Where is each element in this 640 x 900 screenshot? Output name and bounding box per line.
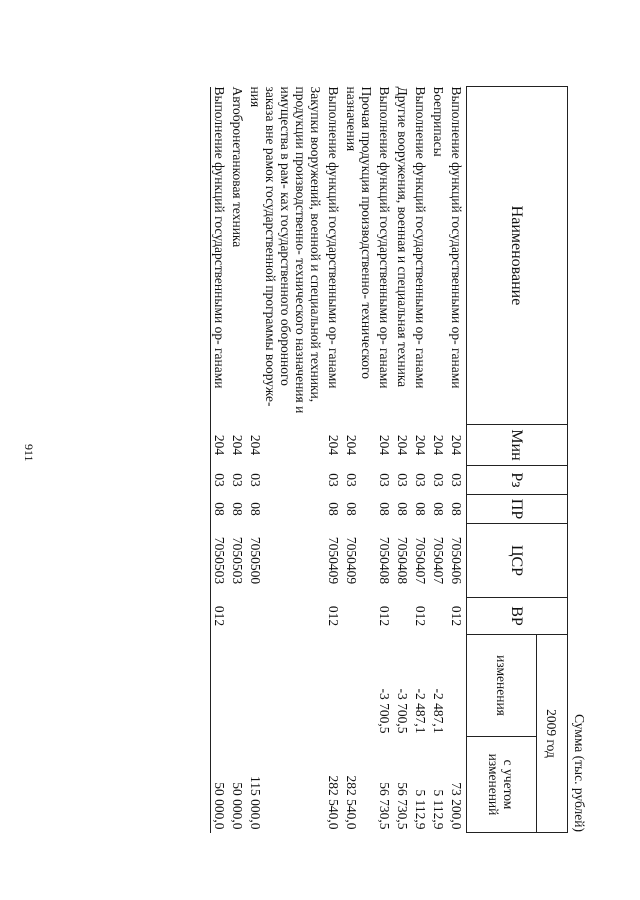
- row-total: 50 000,0: [230, 782, 245, 830]
- units-label: Сумма (тыс. рублей): [572, 714, 587, 832]
- row-rz: 03: [230, 473, 245, 487]
- row-min: 204: [395, 434, 410, 456]
- row-changes: [229, 635, 247, 737]
- page-number: 911: [22, 444, 36, 462]
- table-row: [211, 87, 230, 833]
- row-total: 56 730,5: [377, 782, 392, 830]
- row-changes: [211, 635, 230, 737]
- row-total: 115 000,0: [248, 776, 263, 830]
- row-changes: [325, 635, 343, 737]
- header-total: с учетом изменений: [467, 737, 537, 833]
- table-row: [430, 87, 448, 833]
- row-min: 204: [449, 434, 464, 456]
- row-min: 204: [431, 434, 446, 456]
- row-pr: 08: [248, 502, 263, 516]
- row-pr: 08: [413, 502, 428, 516]
- rotated-page: [165, 86, 590, 832]
- row-name: Боеприпасы: [431, 86, 446, 157]
- header-rz: Рз: [467, 466, 568, 495]
- budget-table: [210, 86, 568, 833]
- row-rz: 03: [377, 473, 392, 487]
- row-min: 204: [326, 434, 341, 456]
- row-pr: 08: [211, 495, 230, 524]
- row-total: 73 200,0: [449, 782, 464, 830]
- row-vr: [229, 598, 247, 635]
- row-vr: 012: [377, 605, 392, 627]
- row-total: 282 540,0: [326, 775, 341, 830]
- row-rz: 03: [395, 473, 410, 487]
- row-name: Автобронетанковая техника: [230, 86, 245, 248]
- row-vr: 012: [413, 605, 428, 627]
- row-min: 204: [344, 434, 359, 456]
- row-rz: 03: [248, 473, 263, 487]
- row-changes: [247, 635, 325, 737]
- row-changes: -2 487,1: [413, 688, 428, 734]
- row-total: 282 540,0: [344, 775, 359, 830]
- row-rz: 03: [211, 466, 230, 495]
- table-header: [467, 87, 568, 833]
- row-total: 50 000,0: [211, 737, 230, 833]
- row-vr: 012: [449, 605, 464, 627]
- table-row: [376, 87, 394, 833]
- row-rz: 03: [413, 473, 428, 487]
- row-changes: -2 487,1: [431, 688, 446, 734]
- table-row: [325, 87, 343, 833]
- row-name: Выполнение функций государственными ор- ганами: [413, 86, 428, 389]
- row-name: Выполнение функций государственными ор- ганами: [211, 87, 230, 425]
- row-total: 5 112,9: [431, 789, 446, 830]
- row-changes: [448, 635, 467, 737]
- row-csr: 7050500: [248, 536, 263, 585]
- row-csr: 7050503: [211, 524, 230, 598]
- header-year: 2009 год: [537, 635, 568, 833]
- row-name: Другие вооружения, военная и специальная техника: [395, 86, 410, 388]
- row-name: Выполнение функций государственными ор- ганами: [377, 86, 392, 389]
- row-name: Закупки вооружений, военной и специальной техники, продукции производственно- технического назначения и имущества в рам- ках государственного оборонного заказа вне рамок государственной программы вооруже- ния: [248, 86, 323, 414]
- table-row: [448, 87, 467, 833]
- row-vr: 012: [211, 598, 230, 635]
- row-vr: [343, 598, 376, 635]
- row-changes: -3 700,5: [377, 688, 392, 734]
- row-min: 204: [413, 434, 428, 456]
- row-min: 204: [248, 434, 263, 456]
- row-name: Прочая продукция производственно- технического назначения: [344, 86, 374, 379]
- row-csr: 7050406: [449, 536, 464, 585]
- table-row: [229, 87, 247, 833]
- row-min: 204: [211, 425, 230, 466]
- row-rz: 03: [449, 473, 464, 487]
- row-vr: [430, 598, 448, 635]
- header-name: Наименование: [467, 87, 568, 425]
- row-csr: 7050409: [326, 536, 341, 585]
- row-pr: 08: [431, 502, 446, 516]
- row-vr: [394, 598, 412, 635]
- row-csr: 7050408: [395, 536, 410, 585]
- table-row: [412, 87, 430, 833]
- row-changes: -3 700,5: [395, 688, 410, 734]
- row-pr: 08: [230, 502, 245, 516]
- row-vr: 012: [326, 605, 341, 627]
- row-pr: 08: [377, 502, 392, 516]
- row-changes: [343, 635, 376, 737]
- row-name: Выполнение функций государственными ор- ганами: [449, 86, 464, 389]
- header-min: Мин: [467, 425, 568, 466]
- row-rz: 03: [431, 473, 446, 487]
- row-name: Выполнение функций государственными ор- ганами: [326, 86, 341, 389]
- row-pr: 08: [395, 502, 410, 516]
- row-vr: [247, 598, 325, 635]
- row-csr: 7050407: [431, 536, 446, 585]
- row-pr: 08: [449, 502, 464, 516]
- header-changes: изменения: [467, 635, 537, 737]
- row-total: 5 112,9: [413, 789, 428, 830]
- row-total: 56 730,5: [395, 782, 410, 830]
- header-vr: ВР: [467, 598, 568, 635]
- header-csr: ЦСР: [467, 524, 568, 598]
- header-pr: ПР: [467, 495, 568, 524]
- table-row: [343, 87, 376, 833]
- row-rz: 03: [344, 473, 359, 487]
- row-csr: 7050407: [413, 536, 428, 585]
- row-csr: 7050409: [344, 536, 359, 585]
- row-csr: 7050408: [377, 536, 392, 585]
- row-min: 204: [377, 434, 392, 456]
- table-row: [394, 87, 412, 833]
- row-rz: 03: [326, 473, 341, 487]
- row-csr: 7050503: [230, 536, 245, 585]
- row-pr: 08: [326, 502, 341, 516]
- row-min: 204: [230, 434, 245, 456]
- row-pr: 08: [344, 502, 359, 516]
- table-row: [247, 87, 325, 833]
